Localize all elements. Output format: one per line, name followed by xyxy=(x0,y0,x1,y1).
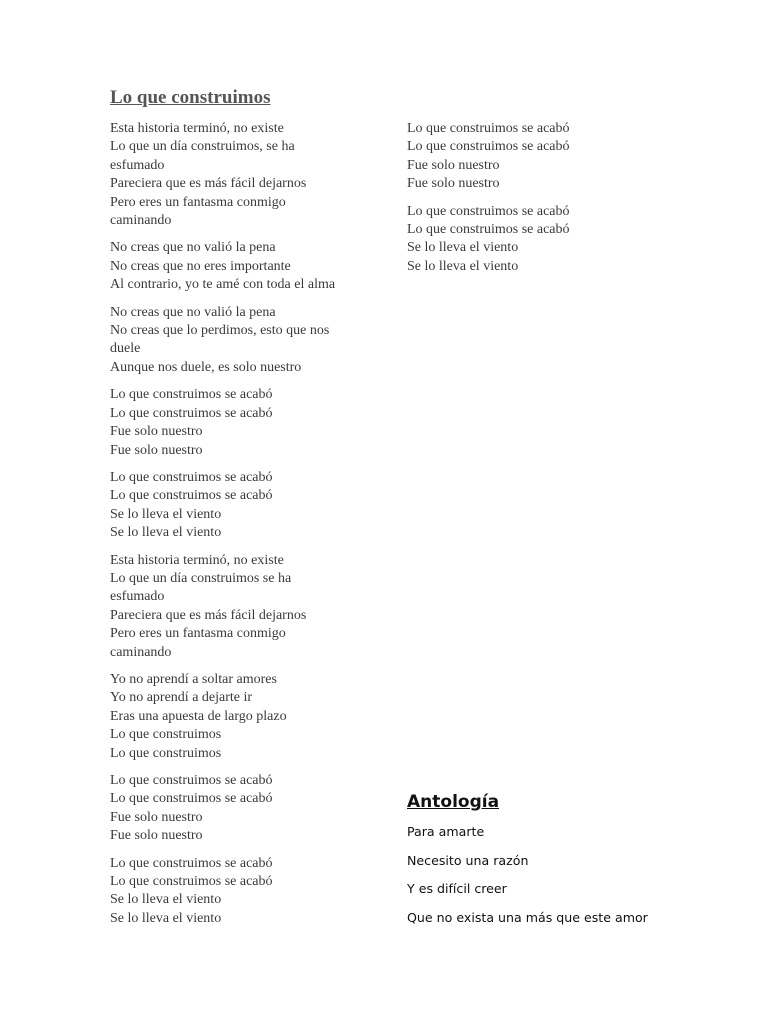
lyric-line: esfumado xyxy=(110,589,165,605)
lyric-line: No creas que no eres importante xyxy=(110,258,291,274)
lyric-line: Fue solo nuestro xyxy=(407,176,500,192)
lyric-line: Lo que construimos xyxy=(110,745,222,761)
lyric-line: caminando xyxy=(110,644,172,660)
stanza xyxy=(407,203,687,277)
lyric-line: Se lo lleva el viento xyxy=(407,258,519,274)
anthology-title: Antología xyxy=(407,792,500,812)
lyric-line: Lo que construimos se acabó xyxy=(110,405,273,421)
lyric-line: esfumado xyxy=(110,157,165,173)
lyric-line: Lo que construimos se acabó xyxy=(407,139,570,155)
lyric-line: Lo que construimos se acabó xyxy=(110,791,273,807)
anthology-lines xyxy=(407,823,707,927)
lyric-line: Lo que construimos se acabó xyxy=(110,387,273,403)
lyric-line: Fue solo nuestro xyxy=(110,809,203,825)
lyric-line: Pero eres un fantasma conmigo xyxy=(110,194,286,210)
lyric-line: Eras una apuesta de largo plazo xyxy=(110,708,287,724)
stanza xyxy=(110,386,380,460)
lyric-line: Se lo lleva el viento xyxy=(110,910,222,926)
lyric-line: Lo que construimos se acabó xyxy=(407,121,570,136)
lyric-line: Pero eres un fantasma conmigo xyxy=(110,626,286,642)
anthology-line: Que no exista una más que este amor xyxy=(407,909,648,925)
lyric-line: Aunque nos duele, es solo nuestro xyxy=(110,359,302,375)
stanza xyxy=(110,120,380,230)
lyric-line: Lo que construimos se acabó xyxy=(407,222,570,238)
lyric-line: Lo que construimos se acabó xyxy=(407,203,570,219)
lyric-line: Fue solo nuestro xyxy=(110,424,203,440)
lyric-line: Lo que construimos se acabó xyxy=(110,855,273,871)
anthology-line: Necesito una razón xyxy=(407,852,529,868)
lyric-line: Yo no aprendí a dejarte ir xyxy=(110,690,253,706)
lyric-line: Esta historia terminó, no existe xyxy=(110,121,284,136)
lyric-line: Lo que construimos se acabó xyxy=(110,773,273,788)
lyric-line: Fue solo nuestro xyxy=(110,828,203,844)
song-title: Lo que construimos xyxy=(110,87,271,108)
lyric-line: caminando xyxy=(110,213,172,229)
lyric-line: Fue solo nuestro xyxy=(110,442,203,458)
lyric-line: Se lo lleva el viento xyxy=(110,892,222,908)
lyric-line: Se lo lleva el viento xyxy=(110,525,222,541)
stanza xyxy=(407,120,687,194)
lyric-line: Se lo lleva el viento xyxy=(110,506,222,522)
lyric-line: Lo que construimos xyxy=(110,727,222,743)
left-stanzas xyxy=(110,120,380,928)
lyric-line: Al contrario, yo te amé con toda el alma xyxy=(110,277,336,293)
stanza xyxy=(110,552,380,662)
lyric-line: duele xyxy=(110,341,141,357)
anthology-line: Para amarte xyxy=(407,824,485,839)
right-stanzas xyxy=(407,120,687,276)
stanza xyxy=(110,855,380,929)
song-right-column xyxy=(407,120,687,285)
lyric-line: Lo que un día construimos, se ha xyxy=(110,139,295,155)
anthology-section xyxy=(407,791,707,937)
anthology-line: Y es difícil creer xyxy=(407,881,507,896)
lyric-line: Lo que construimos se acabó xyxy=(110,469,273,485)
stanza xyxy=(110,304,380,378)
song-left-column xyxy=(110,86,380,937)
lyric-line: Esta historia terminó, no existe xyxy=(110,552,284,568)
lyric-line: Fue solo nuestro xyxy=(407,157,500,173)
stanza xyxy=(110,239,380,294)
lyric-line: No creas que no valió la pena xyxy=(110,304,276,320)
stanza xyxy=(110,671,380,763)
lyric-line: Yo no aprendí a soltar amores xyxy=(110,671,277,687)
lyric-line: Lo que un día construimos se ha xyxy=(110,570,292,586)
lyric-line: Lo que construimos se acabó xyxy=(110,488,273,504)
lyric-line: No creas que lo perdimos, esto que nos xyxy=(110,323,330,339)
lyric-line: No creas que no valió la pena xyxy=(110,240,276,256)
stanza xyxy=(110,469,380,543)
lyric-line: Pareciera que es más fácil dejarnos xyxy=(110,607,307,623)
lyric-line: Se lo lleva el viento xyxy=(407,240,519,256)
lyric-line: Pareciera que es más fácil dejarnos xyxy=(110,176,307,192)
stanza xyxy=(110,772,380,846)
lyric-line: Lo que construimos se acabó xyxy=(110,874,273,890)
